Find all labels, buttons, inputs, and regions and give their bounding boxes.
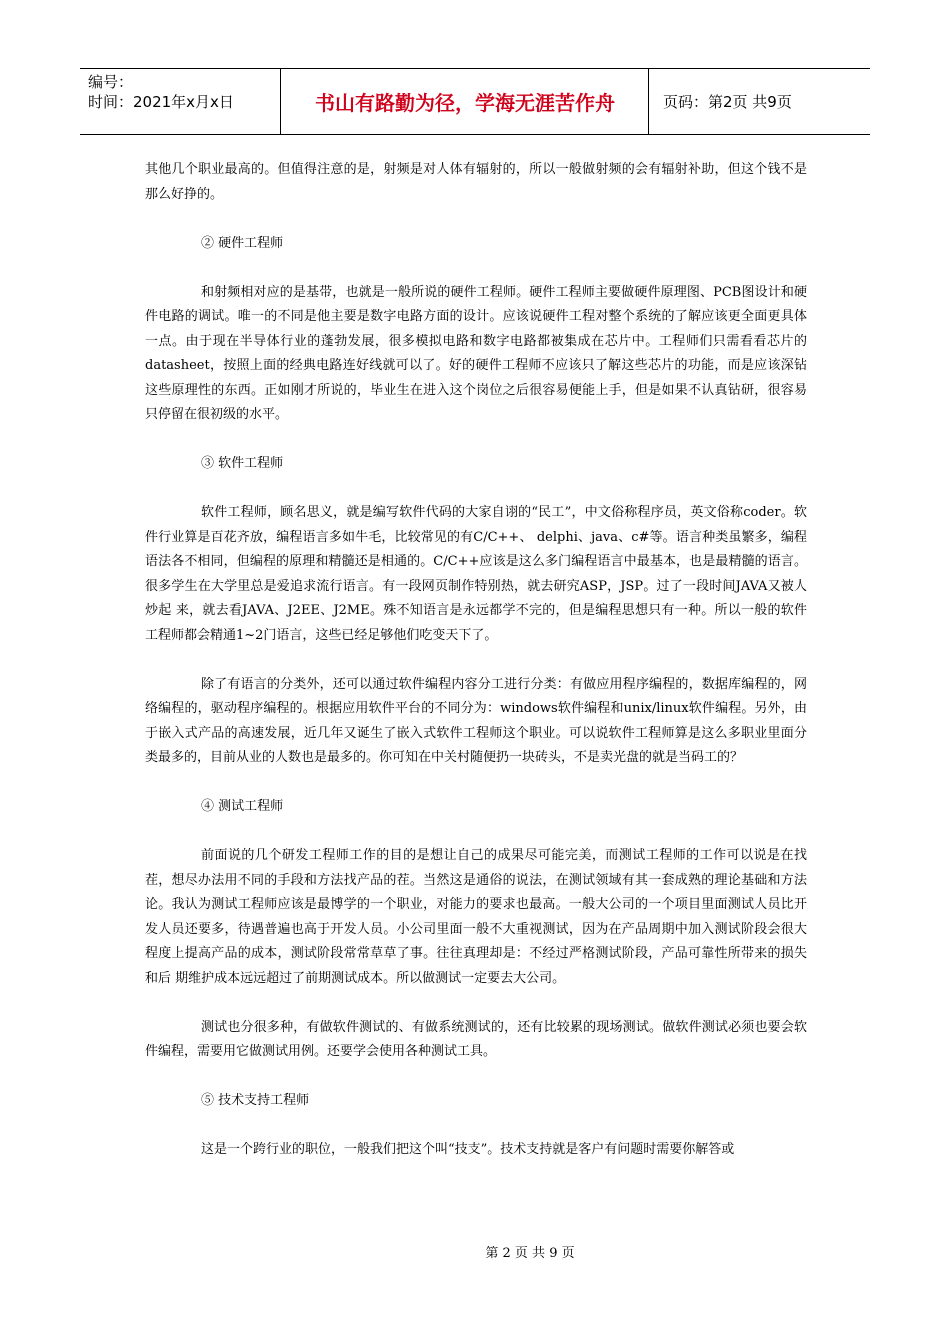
header-page-info: 页码：第2页 共9页 — [663, 93, 792, 111]
document-body — [145, 158, 807, 1163]
header-motto: 书山有路勤为径，学海无涯苦作舟 — [315, 91, 615, 115]
page-footer: 第 2 页 共 9 页 — [485, 1246, 575, 1261]
document-time-label: 时间：2021年x月x日 — [88, 93, 234, 111]
paragraph-software-engineer: 软件工程师，顾名思义，就是编写软件代码的大家自诩的“民工”，中文俗称程序员，英文俗称coder。软件行业算是百花齐放，编程语言多如牛毛，比较常见的有C/C++、 delphi、java、c#等。语言种类虽繁多，编程语法各不相同，但编程的原理和精髓还是相通的。C/C++应该是这么多门编程语言中最基本，也是最精髓的语言。很多学生在大学里总是爱追求流行语言。有一段网页制作特别热，就去研究ASP，JSP。过了一段时间JAVA又被人炒起 来，就去看JAVA、J2EE、J2ME。殊不知语言是永远都学不完的，但是编程思想只有一种。所以一般的软件工程师都会精通1~2门语言，这些已经足够他们吃变天下了。 — [145, 505, 807, 643]
heading-software-engineer: ③ 软件工程师 — [201, 456, 284, 471]
paragraph-rf-continued: 其他几个职业最高的。但值得注意的是，射频是对人体有辐射的，所以一般做射频的会有辐射补助，但这个钱不是那么好挣的。 — [145, 162, 807, 202]
heading-hardware-engineer: ② 硬件工程师 — [201, 235, 284, 251]
header-page-cell — [649, 69, 870, 135]
paragraph-software-categories: 除了有语言的分类外，还可以通过软件编程内容分工进行分类：有做应用程序编程的，数据库编程的，网络编程的，驱动程序编程的。根据应用软件平台的不同分为：windows软件编程和unix/linux软件编程。另外，由于嵌入式产品的高速发展，近几年又诞生了嵌入式软件工程师这个职业。可以说软件工程师算是这么多职业里面分类最多的，目前从业的人数也是最多的。你可知在中关村随便扔一块砖头，不是卖光盘的就是当码工的？ — [145, 676, 807, 765]
page-header — [80, 68, 870, 135]
header-motto-cell — [281, 69, 649, 135]
heading-test-engineer: ④ 测试工程师 — [201, 799, 284, 814]
paragraph-test-engineer: 前面说的几个研发工程师工作的目的是想让自己的成果尽可能完美，而测试工程师的工作可以说是在找茬，想尽办法用不同的手段和方法找产品的茬。当然这是通俗的说法，在测试领域有其一套成熟的理论基础和方法论。我认为测试工程师应该是最博学的一个职业，对能力的要求也最高。一般大公司的一个项目里面测试人员比开发人员还要多，待遇普遍也高于开发人员。小公司里面一般不大重视测试，因为在产品周期中加入测试阶段会很大程度上提高产品的成本，测试阶段常常草草了事。往往真理却是：不经过严格测试阶段，产品可靠性所带来的损失和后 期维护成本远远超过了前期测试成本。所以做测试一定要去大公司。 — [145, 848, 807, 986]
paragraph-test-types: 测试也分很多种，有做软件测试的、有做系统测试的，还有比较累的现场测试。做软件测试必须也要会软件编程，需要用它做测试用例。还要学会使用各种测试工具。 — [145, 1019, 807, 1059]
heading-support-engineer: ⑤ 技术支持工程师 — [201, 1093, 310, 1108]
header-left-cell — [80, 69, 281, 135]
document-number-label: 编号： — [88, 73, 134, 91]
paragraph-hardware-engineer: 和射频相对应的是基带，也就是一般所说的硬件工程师。硬件工程师主要做硬件原理图、PCB图设计和硬件电路的调试。唯一的不同是他主要是数字电路方面的设计。应该说硬件工程对整个系统的了解应该更全面更具体一点。由于现在半导体行业的蓬勃发展，很多模拟电路和数字电路都被集成在芯片中。工程师们只需看看芯片的datasheet，按照上面的经典电路连好线就可以了。好的硬件工程师不应该只了解这些芯片的功能，而是应该深钻这些原理性的东西。正如刚才所说的，毕业生在进入这个岗位之后很容易便能上手，但是如果不认真钻研，很容易只停留在很初级的水平。 — [145, 284, 807, 422]
paragraph-support-engineer: 这是一个跨行业的职位，一般我们把这个叫“技支”。技术支持就是客户有问题时需要你解答或 — [201, 1142, 735, 1157]
